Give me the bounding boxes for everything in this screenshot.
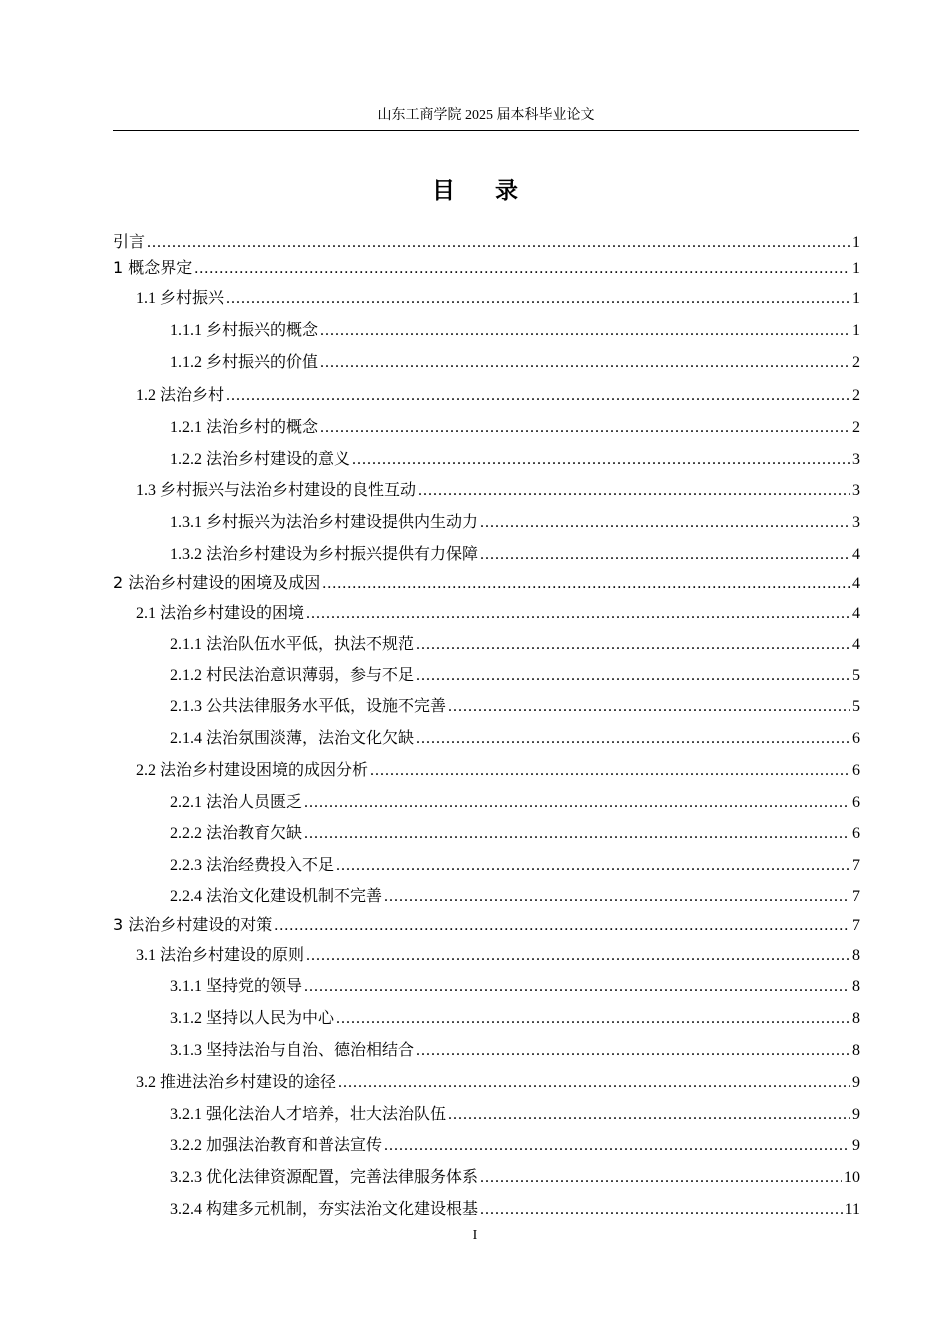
page-number: I xyxy=(472,1228,478,1243)
toc-dot-leader xyxy=(338,1069,850,1097)
toc-dot-leader xyxy=(147,229,850,257)
toc-entry-label: 2.1 法治乡村建设的困境 xyxy=(136,605,305,622)
toc-dot-leader xyxy=(306,942,850,970)
toc-entry-page: 4 xyxy=(852,605,860,622)
toc-entry[interactable] xyxy=(170,852,860,880)
toc-entry[interactable] xyxy=(170,541,860,569)
toc-entry-label: 1.1.2 乡村振兴的价值 xyxy=(170,354,319,371)
toc-entry-label: 3.1.1 坚持党的领导 xyxy=(170,978,303,995)
toc-entry[interactable] xyxy=(170,631,860,659)
running-header-text: 山东工商学院 2025 届本科毕业论文 xyxy=(377,108,595,123)
toc-dot-leader xyxy=(336,1005,850,1033)
toc-dot-leader xyxy=(418,477,850,505)
toc-entry[interactable] xyxy=(170,1132,860,1160)
toc-entry-page: 1 xyxy=(852,260,860,277)
toc-entry-label: 3.1 法治乡村建设的原则 xyxy=(136,947,305,964)
toc-entry-page: 3 xyxy=(852,514,860,531)
toc-entry-label: 1.3.1 乡村振兴为法治乡村建设提供内生动力 xyxy=(170,514,479,531)
toc-dot-leader xyxy=(320,349,850,377)
toc-entry-page: 8 xyxy=(852,978,860,995)
toc-dot-leader xyxy=(416,631,850,659)
toc-dot-leader xyxy=(480,509,850,537)
toc-dot-leader xyxy=(448,1101,850,1129)
toc-dot-leader xyxy=(480,541,850,569)
toc-entry-label: 1.1 乡村振兴 xyxy=(136,290,225,307)
toc-entry-label: 3.1.2 坚持以人民为中心 xyxy=(170,1010,335,1027)
toc-entry[interactable] xyxy=(170,693,860,721)
toc-entry-label: 3.2.2 加强法治教育和普法宣传 xyxy=(170,1137,383,1154)
toc-entry[interactable] xyxy=(113,911,860,939)
toc-entry-page: 7 xyxy=(852,917,860,934)
toc-dot-leader xyxy=(416,725,850,753)
toc-entry[interactable] xyxy=(136,1069,860,1097)
toc-dot-leader xyxy=(194,255,850,283)
toc-entry-label: 3.2.1 强化法治人才培养，壮大法治队伍 xyxy=(170,1106,447,1123)
toc-entry[interactable] xyxy=(136,285,860,313)
toc-entry[interactable] xyxy=(136,382,860,410)
toc-dot-leader xyxy=(226,285,850,313)
toc-entry-label: 1.2.1 法治乡村的概念 xyxy=(170,419,319,436)
toc-entry-label: 2.1.4 法治氛围淡薄，法治文化欠缺 xyxy=(170,730,415,747)
running-header xyxy=(113,106,859,131)
toc-dot-leader xyxy=(322,570,850,598)
toc-entry-page: 6 xyxy=(852,794,860,811)
toc-dot-leader xyxy=(384,883,850,911)
toc-entry[interactable] xyxy=(136,942,860,970)
toc-entry[interactable] xyxy=(136,757,860,785)
toc-entry-page: 1 xyxy=(852,290,860,307)
toc-entry-label: 1.3 乡村振兴与法治乡村建设的良性互动 xyxy=(136,482,417,499)
toc-entry[interactable] xyxy=(170,1037,860,1065)
toc-entry-page: 7 xyxy=(852,888,860,905)
toc-entry[interactable] xyxy=(170,1196,860,1224)
toc-dot-leader xyxy=(416,1037,850,1065)
toc-dot-leader xyxy=(306,600,850,628)
toc-entry-page: 2 xyxy=(852,419,860,436)
toc-dot-leader xyxy=(226,382,850,410)
toc-entry[interactable] xyxy=(170,789,860,817)
toc-entry-page: 8 xyxy=(852,1010,860,1027)
toc-dot-leader xyxy=(384,1132,850,1160)
toc-entry-page: 7 xyxy=(852,857,860,874)
toc-entry-label: 1.2.2 法治乡村建设的意义 xyxy=(170,451,351,468)
toc-entry-label: 3.2 推进法治乡村建设的途径 xyxy=(136,1074,337,1091)
toc-dot-leader xyxy=(352,446,850,474)
toc-entry-label: 1 概念界定 xyxy=(113,258,193,277)
toc-entry-page: 8 xyxy=(852,1042,860,1059)
toc-entry-page: 6 xyxy=(852,825,860,842)
toc-entry-label: 2.2.3 法治经费投入不足 xyxy=(170,857,335,874)
toc-entry-label: 2.2.2 法治教育欠缺 xyxy=(170,825,303,842)
toc-entry[interactable] xyxy=(170,820,860,848)
toc-entry-page: 10 xyxy=(844,1169,860,1186)
toc-entry[interactable] xyxy=(170,509,860,537)
toc-dot-leader xyxy=(304,789,850,817)
toc-entry-label: 2.1.3 公共法律服务水平低，设施不完善 xyxy=(170,698,447,715)
toc-entry[interactable] xyxy=(113,569,860,597)
toc-dot-leader xyxy=(370,757,850,785)
page-title: 目 录 xyxy=(431,178,534,204)
toc-dot-leader xyxy=(320,414,850,442)
toc-entry-label: 3.2.3 优化法律资源配置，完善法律服务体系 xyxy=(170,1169,479,1186)
toc-entry-page: 1 xyxy=(852,322,860,339)
toc-entry-page: 6 xyxy=(852,730,860,747)
toc-dot-leader xyxy=(480,1164,842,1192)
toc-dot-leader xyxy=(320,317,850,345)
toc-entry-page: 5 xyxy=(852,698,860,715)
toc-entry[interactable] xyxy=(170,1101,860,1129)
toc-dot-leader xyxy=(416,662,850,690)
toc-entry-page: 9 xyxy=(852,1137,860,1154)
toc-entry[interactable] xyxy=(170,446,860,474)
toc-entry-label: 3.1.3 坚持法治与自治、德治相结合 xyxy=(170,1042,415,1059)
toc-dot-leader xyxy=(336,852,850,880)
toc-entry-label: 3 法治乡村建设的对策 xyxy=(113,915,273,934)
toc-entry-page: 6 xyxy=(852,762,860,779)
toc-entry-page: 5 xyxy=(852,667,860,684)
toc-entry-page: 2 xyxy=(852,354,860,371)
toc-entry-page: 2 xyxy=(852,387,860,404)
toc-entry-page: 4 xyxy=(852,636,860,653)
toc-entry-page: 11 xyxy=(844,1201,860,1218)
toc-dot-leader xyxy=(480,1196,843,1224)
toc-entry-page: 8 xyxy=(852,947,860,964)
toc-dot-leader xyxy=(304,820,850,848)
toc-entry-page: 1 xyxy=(852,234,860,251)
toc-entry[interactable] xyxy=(170,725,860,753)
toc-entry-page: 9 xyxy=(852,1106,860,1123)
toc-entry[interactable] xyxy=(170,349,860,377)
toc-entry-label: 2.1.1 法治队伍水平低，执法不规范 xyxy=(170,636,415,653)
toc-entry-page: 3 xyxy=(852,482,860,499)
toc-entry[interactable] xyxy=(113,228,860,256)
toc-entry-label: 2 法治乡村建设的困境及成因 xyxy=(113,573,321,592)
toc-entry-label: 2.1.2 村民法治意识薄弱，参与不足 xyxy=(170,667,415,684)
toc-dot-leader xyxy=(304,973,850,1001)
toc-entry-label: 2.2.1 法治人员匮乏 xyxy=(170,794,303,811)
toc-entry[interactable] xyxy=(170,414,860,442)
toc-entry[interactable] xyxy=(170,973,860,1001)
toc-entry[interactable] xyxy=(136,477,860,505)
toc-entry[interactable] xyxy=(170,317,860,345)
toc-entry-page: 4 xyxy=(852,575,860,592)
toc-entry-page: 3 xyxy=(852,451,860,468)
toc-entry[interactable] xyxy=(136,600,860,628)
toc-entry[interactable] xyxy=(170,1164,860,1192)
toc-entry[interactable] xyxy=(170,1005,860,1033)
toc-entry-label: 1.1.1 乡村振兴的概念 xyxy=(170,322,319,339)
toc-entry-label: 引言 xyxy=(113,232,146,251)
toc-entry[interactable] xyxy=(170,662,860,690)
toc-entry[interactable] xyxy=(170,883,860,911)
toc-entry-page: 9 xyxy=(852,1074,860,1091)
toc-entry-page: 4 xyxy=(852,546,860,563)
toc-entry-label: 1.3.2 法治乡村建设为乡村振兴提供有力保障 xyxy=(170,546,479,563)
toc-entry-label: 2.2 法治乡村建设困境的成因分析 xyxy=(136,762,369,779)
toc-dot-leader xyxy=(448,693,850,721)
toc-entry[interactable] xyxy=(113,254,860,282)
toc-entry-label: 3.2.4 构建多元机制，夯实法治文化建设根基 xyxy=(170,1201,479,1218)
toc-entry-label: 2.2.4 法治文化建设机制不完善 xyxy=(170,888,383,905)
toc-entry-label: 1.2 法治乡村 xyxy=(136,387,225,404)
toc-dot-leader xyxy=(274,912,850,940)
